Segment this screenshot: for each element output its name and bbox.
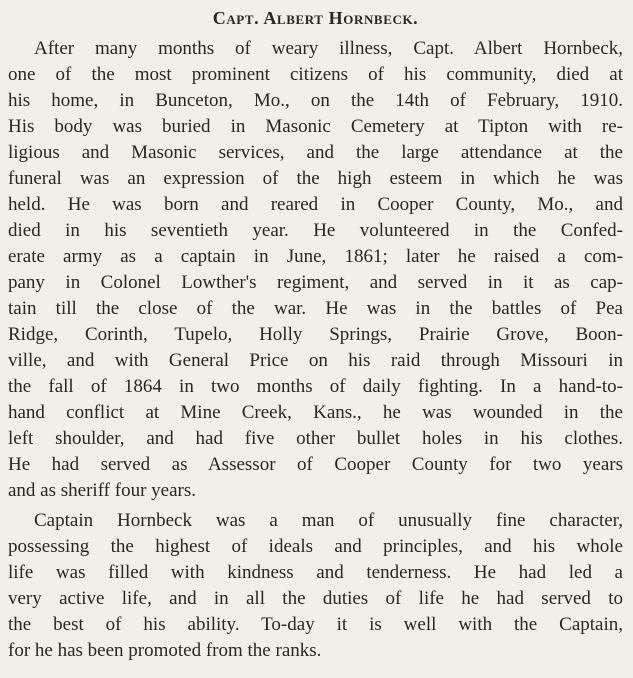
text-line: hand conflict at Mine Creek, Kans., he was wounded in the xyxy=(8,402,623,423)
paragraph-1 xyxy=(8,36,623,504)
text-line: possessing the highest of ideals and principles, and his whole xyxy=(8,536,623,557)
text-line: pany in Colonel Lowther's regiment, and served in it as cap- xyxy=(8,272,623,293)
text-line: the best of his ability. To-day it is well with the Captain, xyxy=(8,614,623,635)
text-line: died in his seventieth year. He volunteered in the Confed- xyxy=(8,220,623,241)
text-line: his home, in Bunceton, Mo., on the 14th of February, 1910. xyxy=(8,90,623,111)
text-line: for he has been promoted from the ranks. xyxy=(8,640,322,661)
text-line: After many months of weary illness, Capt. Albert Hornbeck, xyxy=(34,38,623,59)
text-line: one of the most prominent citizens of his community, died at xyxy=(8,64,623,85)
text-line: He had served as Assessor of Cooper County for two years xyxy=(8,454,623,475)
text-line: Captain Hornbeck was a man of unusually fine character, xyxy=(34,510,623,531)
text-line: His body was buried in Masonic Cemetery at Tipton with re- xyxy=(8,116,623,137)
page-title: Capt. Albert Hornbeck. xyxy=(212,8,419,28)
text-line: ville, and with General Price on his raid through Missouri in xyxy=(8,350,623,371)
text-line: Ridge, Corinth, Tupelo, Holly Springs, Prairie Grove, Boon- xyxy=(8,324,623,345)
text-line: life was filled with kindness and tenderness. He had led a xyxy=(8,562,623,583)
text-line: erate army as a captain in June, 1861; later he raised a com- xyxy=(8,246,623,267)
text-line: left shoulder, and had five other bullet holes in his clothes. xyxy=(8,428,623,449)
text-line: and as sheriff four years. xyxy=(8,480,196,501)
text-line: held. He was born and reared in Cooper County, Mo., and xyxy=(8,194,623,215)
text-line: ligious and Masonic services, and the large attendance at the xyxy=(8,142,623,163)
text-line: tain till the close of the war. He was in the battles of Pea xyxy=(8,298,623,319)
text-line: very active life, and in all the duties of life he had served to xyxy=(8,588,623,609)
paragraph-2 xyxy=(8,508,623,664)
text-line: funeral was an expression of the high esteem in which he was xyxy=(8,168,623,189)
text-line: the fall of 1864 in two months of daily fighting. In a hand-to- xyxy=(8,376,623,397)
